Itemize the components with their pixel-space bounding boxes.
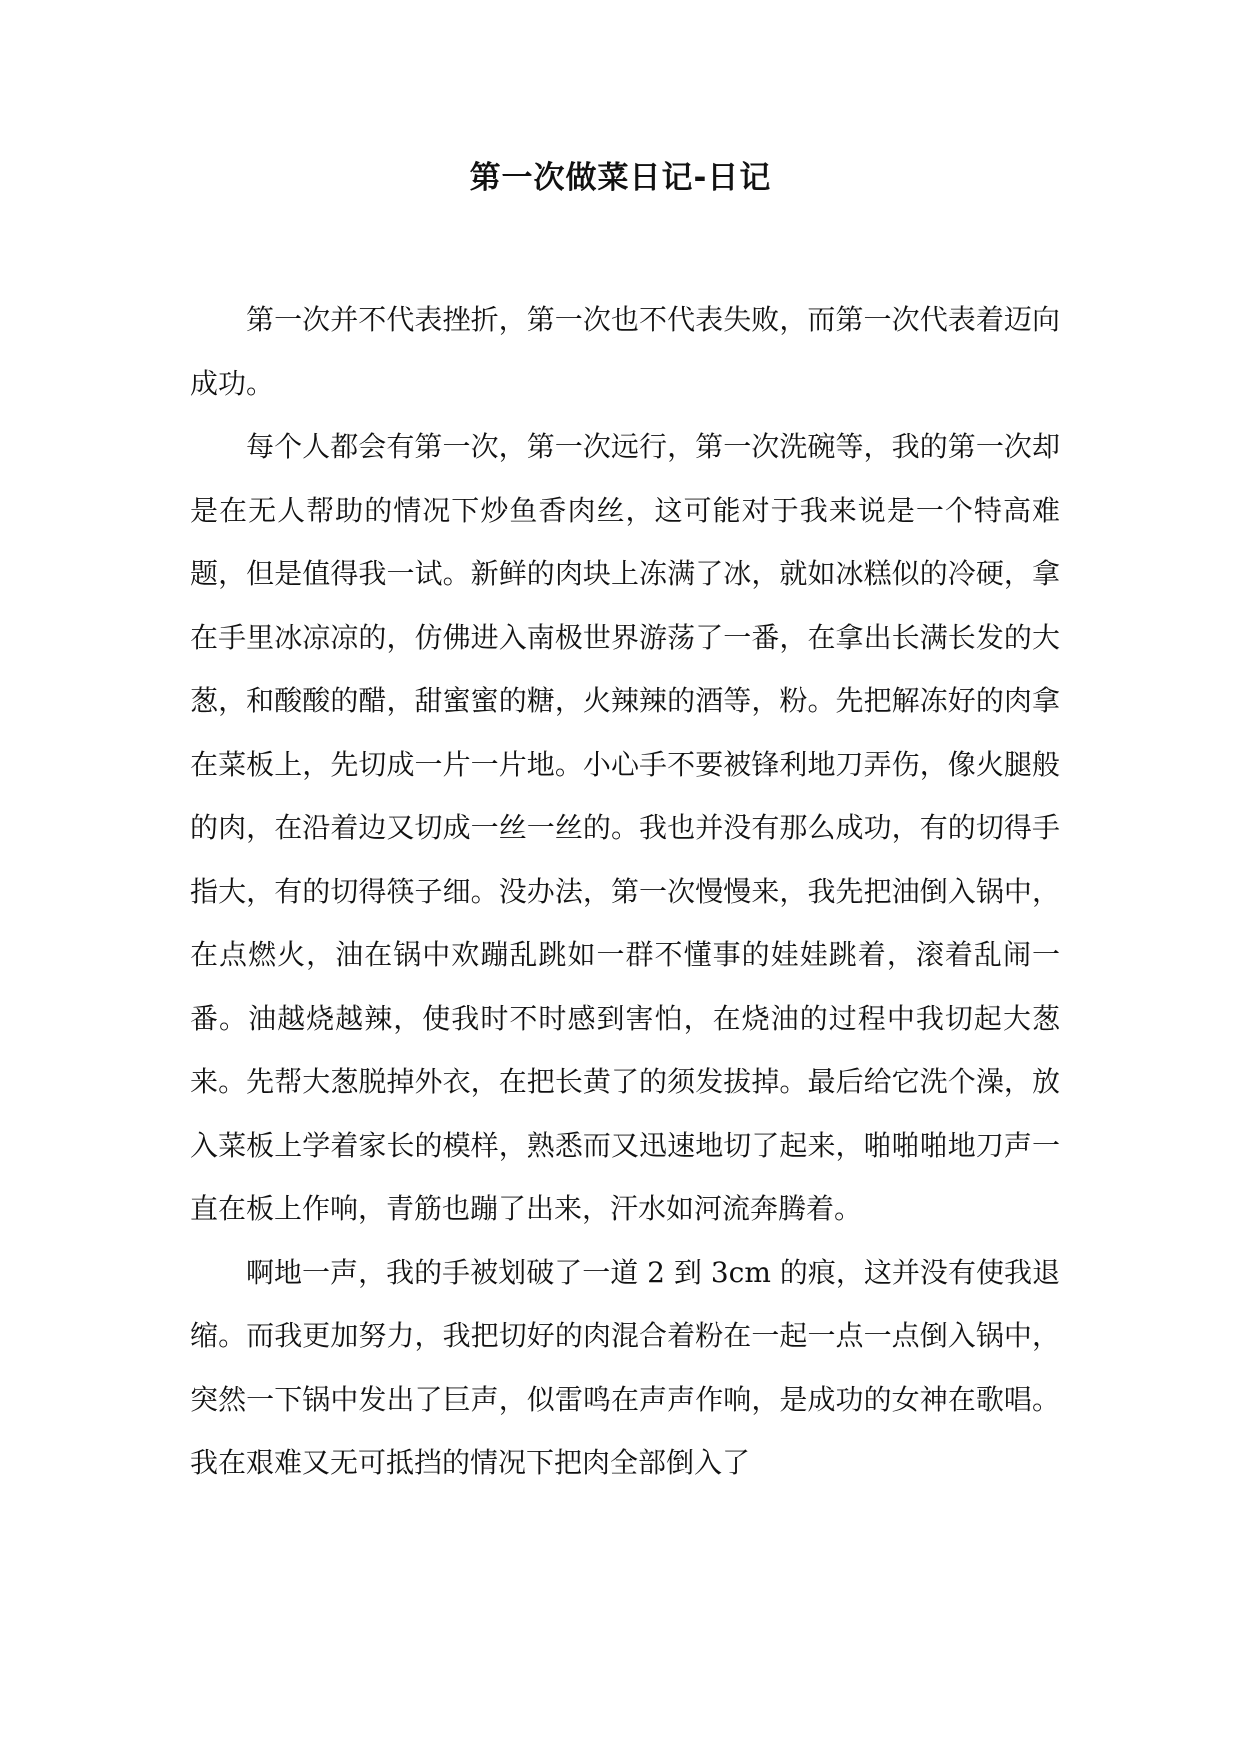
paragraph-1: 第一次并不代表挫折，第一次也不代表失败，而第一次代表着迈向成功。 [190,303,1060,400]
paragraph-3: 啊地一声，我的手被划破了一道 2 到 3cm 的痕，这并没有使我退缩。而我更加努力，我把切好的肉混合着粉在一起一点一点倒入锅中，突然一下锅中发出了巨声，似雷鸣在声声作响，是成功的女神在歌唱。我在艰难又无可抵挡的情况下把肉全部倒入了 [190,1255,1060,1479]
document-body [190,288,1060,1495]
paragraph-2: 每个人都会有第一次，第一次远行，第一次洗碗等，我的第一次却是在无人帮助的情况下炒鱼香肉丝，这可能对于我来说是一个特高难题，但是值得我一试。新鲜的肉块上冻满了冰，就如冰糕似的冷硬，拿在手里冰凉凉的，仿佛进入南极世界游荡了一番，在拿出长满长发的大葱，和酸酸的醋，甜蜜蜜的糖，火辣辣的酒等，粉。先把解冻好的肉拿在菜板上，先切成一片一片地。小心手不要被锋利地刀弄伤，像火腿般的肉，在沿着边又切成一丝一丝的。我也并没有那么成功，有的切得手指大，有的切得筷子细。没办法，第一次慢慢来，我先把油倒入锅中，在点燃火，油在锅中欢蹦乱跳如一群不懂事的娃娃跳着，滚着乱闹一番。油越烧越辣，使我时不时感到害怕，在烧油的过程中我切起大葱来。先帮大葱脱掉外衣，在把长黄了的须发拔掉。最后给它洗个澡，放入菜板上学着家长的模样，熟悉而又迅速地切了起来，啪啪啪地刀声一直在板上作响，青筋也蹦了出来，汗水如河流奔腾着。 [190,430,1060,1225]
document-title: 第一次做菜日记-日记 [469,160,772,196]
